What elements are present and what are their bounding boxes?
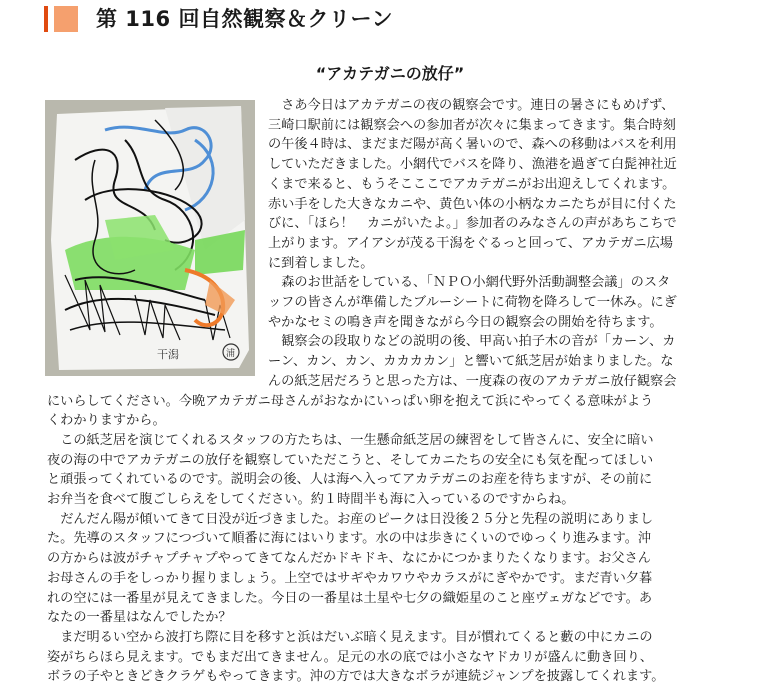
paragraph: まだ明るい空から波打ち際に目を移すと浜はだいぶ暗く見えます。目が慣れてくると藪の中にカニの 姿がちらほら見えます。でもまだ出てきません。足元の水の底では小さなヤドカリが盛んに動き回り、 ボラの子やときどきクラゲもやってきます。沖の方では大きなボラが連続ジャンプを披露してくれます。 [47, 629, 665, 685]
page-title: 第 116 回自然観察＆クリーン [96, 7, 394, 31]
paragraph: 観察会の段取りなどの説明の後、甲高い拍子木の音が「カーン、カ ーン、カン、カン、カカカカン」と響いて紙芝居が始まりました。な んの紙芝居だろうと思った方は、一度森の夜のアカテガニ放仔観察会 にいらしてください。今晩アカテガニ母さんがおなかにいっぱい卵を抱えて浜にやってくる意味がよう くわかりますから。 [47, 334, 677, 429]
header-accent-block [54, 6, 78, 32]
paragraph: だんだん陽が傾いてきて日没が近づきました。お産のピークは日没後２５分と先程の説明にありまし た。先導のスタッフにつづいて順番に海にはいります。水の中は歩きにくいのでゆっくり進みます。沖 の方からは波がチャプチャプやってきてなんだかドキドキ、なにかにつかまりたくなります。お父さん お母さんの手をしっかり握りましょう。上空ではサギやカワウやカラスがにぎやかです。まだ青い夕暮 れの空には一番星が見えてきました。今日の一番星は土星や七夕の織姫星のこと座ヴェガなどです。あ なたの一番星はなんでしたか？ [47, 511, 654, 626]
paragraph: さあ今日はアカテガニの夜の観察会です。連日の暑さにもめげず、 三崎口駅前には観察会への参加者が次々に集まってきます。集合時刻 の午後４時は、まだまだ陽が高く暑いので、森への移動はバスを利用 していただきました。小網代でバスを降り、漁港を過ぎて白髭神社近 くまで来ると、もうそこここでアカテガニがお出迎えしてくれます。 赤い手をした大きなカニや、黄色い体の小柄なカニたちが目に付くた びに、「ほら！ カニがいたよ。」参加者のみなさんの声があちこちで 上がります。アイアシが茂る干潟をぐるっと回って、アカテガニ広場 に到着しました。 [268, 98, 677, 271]
paragraph: この紙芝居を演じてくれるスタッフの方たちは、一生懸命紙芝居の練習をして皆さんに、安全に暗い 夜の海の中でアカテガニの放仔を観察していただこうと、そしてカニたちの安全にも気を配ってほしい と頑張ってくれているのです。説明会の後、人は海へ入ってアカテガニのお産を待ちますが、その前に お弁当を食べて腹ごしらえをしてください。約１時間半も海に入っているのですからね。 [47, 432, 654, 508]
svg-text:浦: 浦 [226, 349, 236, 359]
paragraph: 森のお世話をしている、「ＮＰＯ小網代野外活動調整会議」のスタ ッフの皆さんが準備したブルーシートに荷物を降ろして一休み。にぎ やかなセミの鳴き声を聞きながら今日の観察会の開始を待ちます。 [268, 275, 677, 330]
article-subtitle: “アカテガニの放仔” [315, 64, 465, 83]
article-body [47, 96, 747, 687]
header-accent-bar [44, 6, 48, 32]
drawing-caption: 干潟 [157, 348, 179, 361]
